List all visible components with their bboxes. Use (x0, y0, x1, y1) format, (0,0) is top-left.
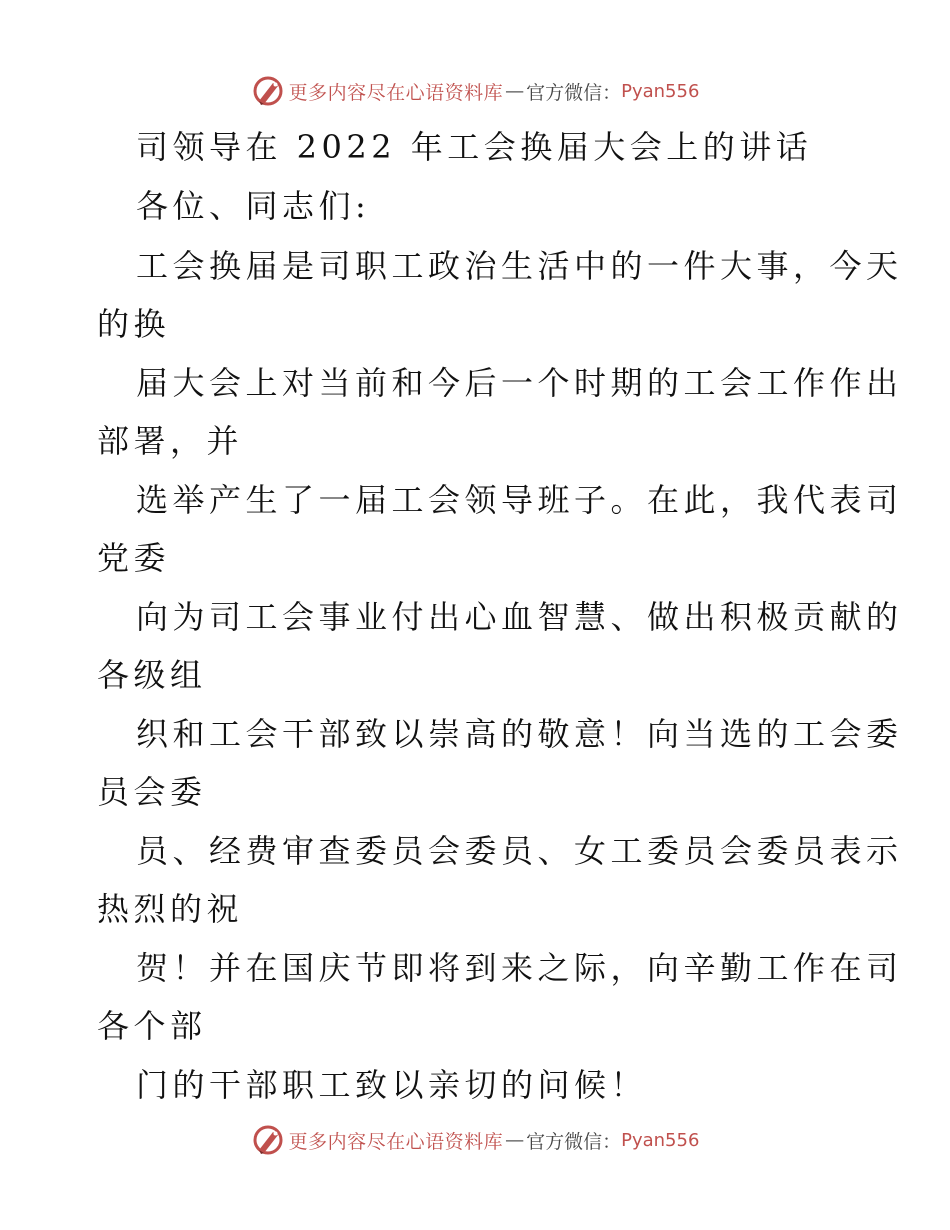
paragraph-line: 选举产生了一届工会领导班子。在此，我代表司 (136, 481, 903, 519)
watermark-separator: — (505, 1129, 525, 1151)
paragraph-line: 届大会上对当前和今后一个时期的工会工作作出 (136, 364, 903, 402)
paragraph-line: 部署，并 (97, 422, 244, 460)
watermark-wechat-id: Pyan556 (621, 80, 700, 102)
paragraph-line: 员、经费审查委员会委员、女工委员会委员表示 (136, 832, 903, 870)
header-watermark (0, 74, 950, 108)
watermark-label: 官方微信： (526, 81, 622, 104)
paragraph-line: 员会委 (97, 773, 207, 811)
watermark-label: 官方微信： (526, 1130, 622, 1153)
paragraph-line: 工会换届是司职工政治生活中的一件大事，今天 (136, 247, 903, 285)
paragraph-line: 向为司工会事业付出心血智慧、做出积极贡献的 (136, 598, 903, 636)
pen-logo-icon (251, 1123, 285, 1157)
document-title: 司领导在 2022 年工会换届大会上的讲话 (136, 128, 813, 166)
paragraph-line: 各个部 (97, 1007, 207, 1045)
paragraph-line: 织和工会干部致以崇高的敬意！向当选的工会委 (136, 715, 903, 753)
watermark-wechat-id: Pyan556 (621, 1129, 700, 1151)
watermark-separator: — (505, 80, 525, 102)
pen-logo-icon (251, 74, 285, 108)
greeting: 各位、同志们: (136, 187, 371, 225)
watermark-text: 更多内容尽在心语资料库 (288, 81, 504, 104)
paragraph-line: 热烈的祝 (97, 890, 244, 928)
paragraph-line: 贺！并在国庆节即将到来之际，向辛勤工作在司 (136, 949, 903, 987)
paragraph-line: 门的干部职工致以亲切的问候！ (136, 1066, 648, 1104)
paragraph-line: 的换 (97, 305, 171, 343)
watermark-text: 更多内容尽在心语资料库 (288, 1130, 504, 1153)
paragraph-line: 党委 (97, 539, 171, 577)
paragraph-line: 各级组 (97, 656, 207, 694)
footer-watermark (0, 1123, 950, 1157)
